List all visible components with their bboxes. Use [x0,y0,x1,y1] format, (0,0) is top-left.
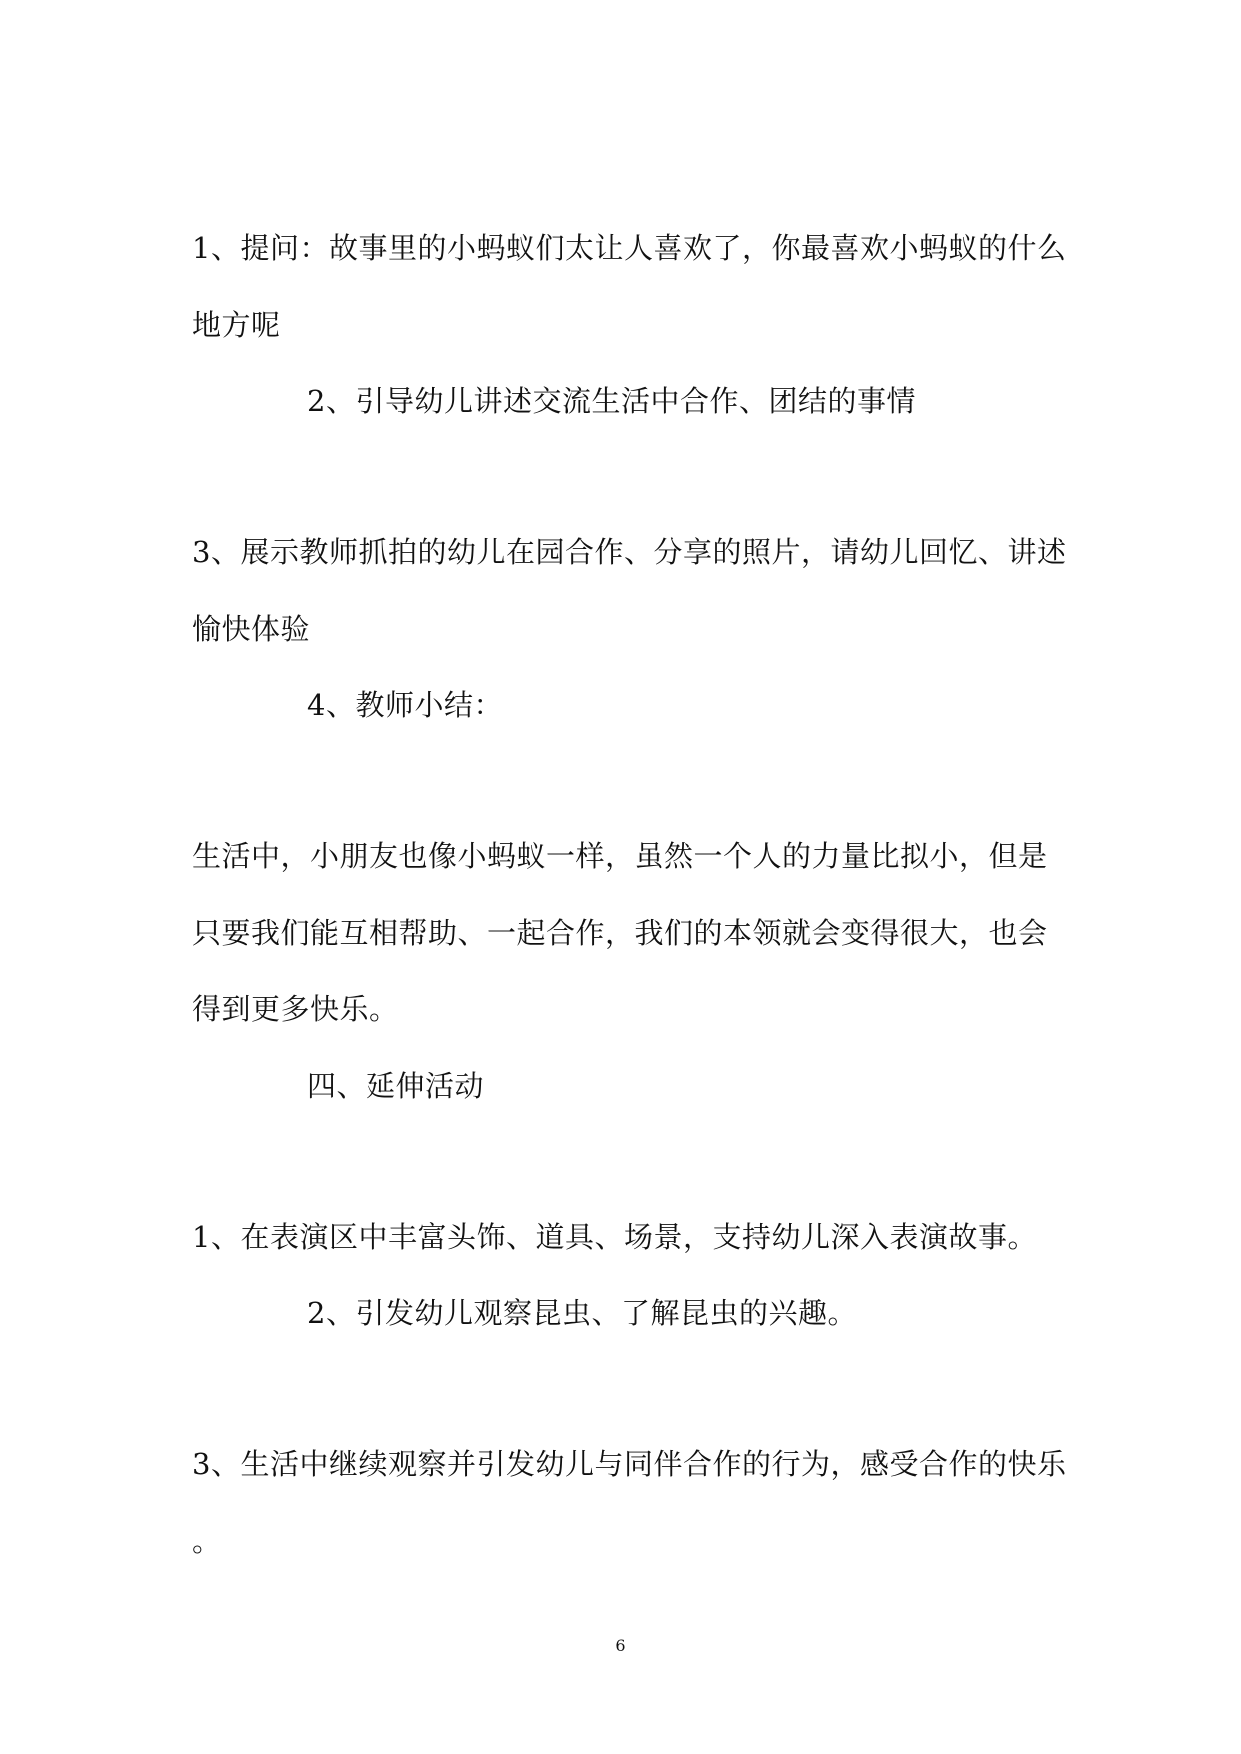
paragraph-line: 2、引发幼儿观察昆虫、了解昆虫的兴趣。 [307,1296,857,1330]
paragraph-line: 地方呢 [192,308,281,342]
paragraph-line: 愉快体验 [192,612,311,646]
paragraph-line: 1、在表演区中丰富头饰、道具、场景，支持幼儿深入表演故事。 [192,1220,1037,1254]
paragraph-line: 。 [192,1524,222,1558]
paragraph-line: 1、提问：故事里的小蚂蚁们太让人喜欢了，你最喜欢小蚂蚁的什么 [192,231,1067,265]
paragraph-line: 4、教师小结： [307,688,503,722]
paragraph-line: 生活中，小朋友也像小蚂蚁一样，虽然一个人的力量比拟小，但是 [192,839,1048,873]
page-number: 6 [615,1636,626,1655]
paragraph-line: 得到更多快乐。 [192,992,399,1026]
section-heading: 四、延伸活动 [307,1069,485,1103]
paragraph-line: 只要我们能互相帮助、一起合作，我们的本领就会变得很大，也会 [192,916,1048,950]
paragraph-line: 3、展示教师抓拍的幼儿在园合作、分享的照片，请幼儿回忆、讲述 [192,535,1067,569]
paragraph-line: 3、生活中继续观察并引发幼儿与同伴合作的行为，感受合作的快乐 [192,1447,1067,1481]
paragraph-line: 2、引导幼儿讲述交流生活中合作、团结的事情 [307,384,916,418]
